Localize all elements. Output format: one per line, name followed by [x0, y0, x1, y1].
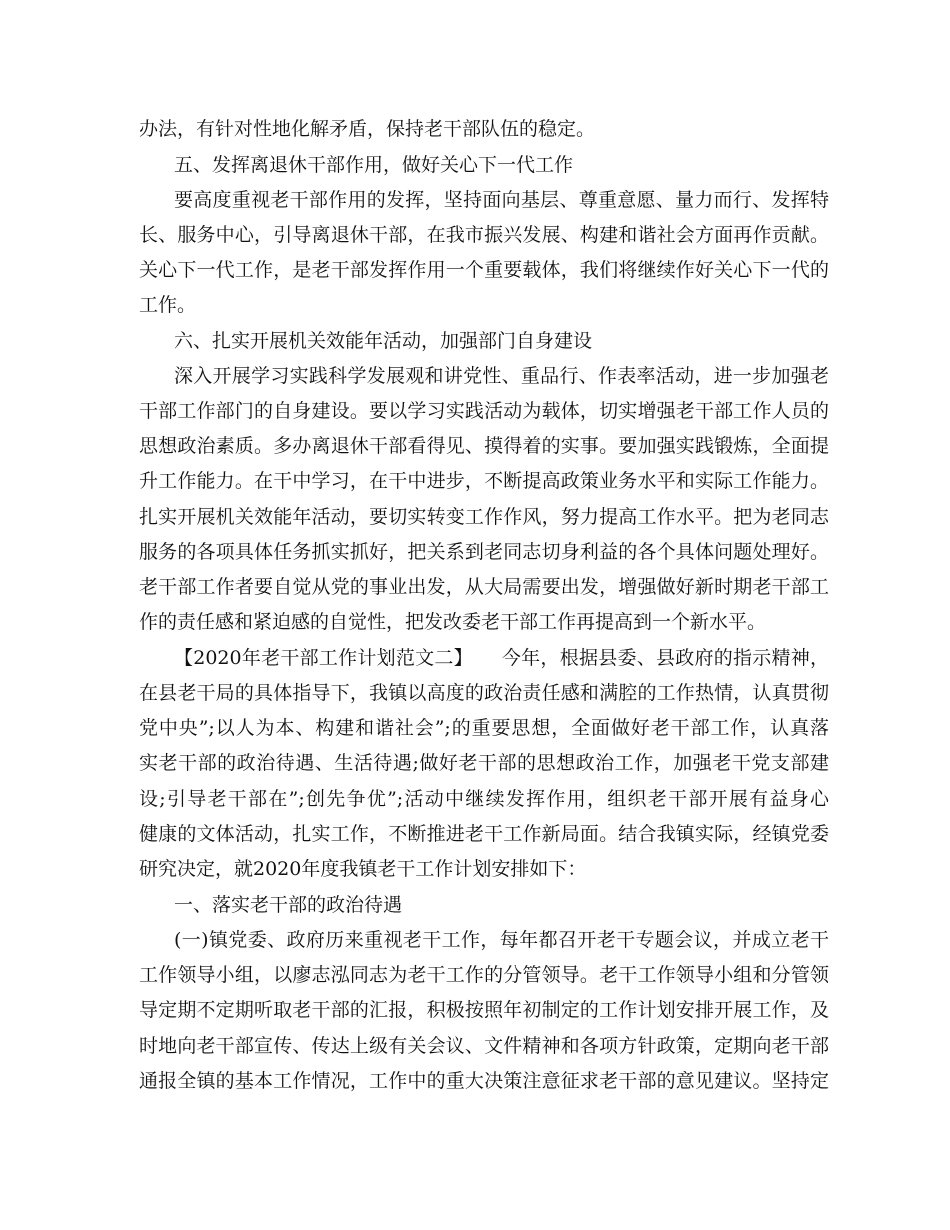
text-line: 扎实开展机关效能年活动，要切实转变工作作风，努力提高工作水平。把为老同志	[139, 506, 829, 528]
section-heading: 五、发挥离退休干部作用，做好关心下一代工作	[174, 154, 574, 176]
text-line: 实老干部的政治待遇、生活待遇;做好老干部的思想政治工作，加强老干党支部建	[139, 752, 829, 774]
text-line: 老干部工作者要自觉从党的事业出发，从大局需要出发，增强做好新时期老干部工	[139, 576, 829, 598]
section-heading: 一、落实老干部的政治待遇	[174, 894, 403, 916]
text-line: 办法，有针对性地化解矛盾，保持老干部队伍的稳定。	[139, 118, 596, 140]
text-line: 要高度重视老干部作用的发挥，坚持面向基层、尊重意愿、量力而行、发挥特	[174, 189, 829, 211]
text-line: 关心下一代工作，是老干部发挥作用一个重要载体，我们将继续作好关心下一代的	[139, 259, 829, 281]
text-line: 长、服务中心，引导离退休干部，在我市振兴发展、构建和谐社会方面再作贡献。	[139, 224, 829, 246]
text-line: 设;引导老干部在”;创先争优”;活动中继续发挥作用，组织老干部开展有益身心	[139, 788, 829, 810]
text-line: 升工作能力。在干中学习，在干中进步，不断提高政策业务水平和实际工作能力。	[139, 470, 829, 492]
text-line: 工作领导小组，以廖志泓同志为老干工作的分管领导。老干工作领导小组和分管领	[139, 964, 829, 986]
text-line: 作的责任感和紧迫感的自觉性，把发改委老干部工作再提高到一个新水平。	[139, 611, 767, 633]
text-line: 干部工作部门的自身建设。要以学习实践活动为载体，切实增强老干部工作人员的	[139, 400, 829, 422]
text-line: (一)镇党委、政府历来重视老干工作，每年都召开老干专题会议，并成立老干	[174, 929, 829, 951]
text-line: 服务的各项具体任务抓实抓好，把关系到老同志切身利益的各个具体问题处理好。	[139, 541, 829, 563]
text-line: 深入开展学习实践科学发展观和讲党性、重品行、作表率活动，进一步加强老	[174, 365, 829, 387]
text-line: 思想政治素质。多办离退休干部看得见、摸得着的实事。要加强实践锻炼，全面提	[139, 435, 829, 457]
text-line: 党中央”;以人为本、构建和谐社会”;的重要思想，全面做好老干部工作，认真落	[139, 717, 829, 739]
text-line: 通报全镇的基本工作情况，工作中的重大决策注意征求老干部的意见建议。坚持定	[139, 1070, 829, 1092]
text-line: 导定期不定期听取老干部的汇报，积极按照年初制定的工作计划安排开展工作，及	[139, 999, 829, 1021]
article-title-line: 【2020年老干部工作计划范文二】 今年，根据县委、县政府的指示精神，	[174, 647, 829, 669]
text-line: 健康的文体活动，扎实工作，不断推进老干工作新局面。结合我镇实际，经镇党委	[139, 823, 829, 845]
text-line: 工作。	[139, 294, 197, 316]
text-line: 时地向老干部宣传、传达上级有关会议、文件精神和各项方针政策，定期向老干部	[139, 1035, 829, 1057]
section-heading: 六、扎实开展机关效能年活动，加强部门自身建设	[174, 330, 593, 352]
text-line: 在县老干局的具体指导下，我镇以高度的政治责任感和满腔的工作热情，认真贯彻	[139, 682, 829, 704]
text-line: 研究决定，就2020年度我镇老干工作计划安排如下：	[139, 858, 587, 880]
